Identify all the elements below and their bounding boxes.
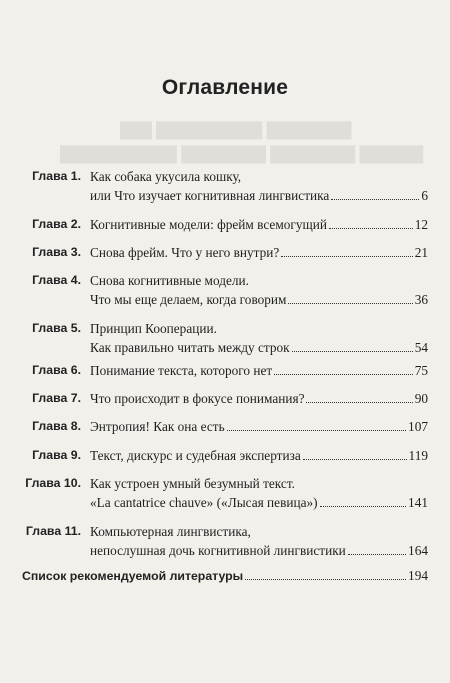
chapter-title-line (90, 167, 428, 186)
chapter-number: Глава 2. (32, 217, 81, 231)
page-number: 90 (414, 391, 428, 406)
bibliography-page: 194 (408, 568, 428, 583)
dot-leader (292, 351, 413, 352)
dot-leader (348, 554, 406, 555)
dot-leader (274, 374, 413, 375)
chapter-title (90, 243, 428, 262)
chapter-title (90, 446, 428, 465)
chapter-title (90, 522, 428, 560)
dot-leader (227, 430, 406, 431)
chapter-title (90, 271, 428, 309)
page-number: 107 (408, 419, 428, 434)
chapter-number: Глава 11. (25, 524, 81, 538)
chapter-number: Глава 5. (32, 321, 81, 335)
dot-leader (306, 402, 412, 403)
chapter-title-text: Как устроен умный безумный текст. (90, 476, 295, 491)
chapter-number: Глава 1. (32, 169, 81, 183)
chapter-title (90, 215, 428, 234)
dot-leader (245, 579, 406, 580)
chapter-number: Глава 10. (25, 476, 81, 490)
chapter-title (90, 361, 428, 380)
chapter-title-text: Снова фрейм. Что у него внутри? (90, 245, 280, 260)
chapter-title (90, 319, 428, 357)
page-number: 6 (421, 188, 428, 203)
chapter-title-line (90, 215, 428, 234)
page-number: 54 (414, 340, 428, 355)
chapter-title-line (90, 338, 428, 357)
chapter-title-line (90, 389, 428, 408)
chapter-title-text: Компьютерная лингвистика, (90, 524, 251, 539)
chapter-title-text: Снова когнитивные модели. (90, 273, 249, 288)
chapter-title-line (90, 361, 428, 380)
page-number: 141 (408, 495, 428, 510)
chapter-number: Глава 8. (32, 419, 81, 433)
chapter-title-text: Что мы еще делаем, когда говорим (90, 292, 287, 307)
chapter-title (90, 389, 428, 408)
chapter-number: Глава 9. (32, 448, 81, 462)
chapter-title-line (90, 474, 428, 493)
chapter-title-text: Текст, дискурс и судебная экспертиза (90, 448, 301, 463)
dot-leader (329, 228, 413, 229)
chapter-number: Глава 6. (32, 363, 81, 377)
dot-leader (281, 256, 412, 257)
page-number: 36 (414, 292, 428, 307)
chapter-title-text: Как собака укусила кошку, (90, 169, 242, 184)
chapter-title-line (90, 271, 428, 290)
chapter-title (90, 417, 428, 436)
chapter-number: Глава 4. (32, 273, 81, 287)
chapter-number: Глава 7. (32, 391, 81, 405)
chapter-title-line (90, 417, 428, 436)
chapter-title-text: «La cantatrice chauve» («Лысая певица») (90, 495, 318, 510)
page-number: 75 (414, 363, 428, 378)
chapter-title-line (90, 493, 428, 512)
chapter-title-text: Принцип Кооперации. (90, 321, 217, 336)
chapter-title-line (90, 243, 428, 262)
bibliography-entry[interactable] (22, 566, 428, 585)
chapter-title (90, 474, 428, 512)
bleed-through-text: ██████ ████████ ████████ ███████████ (60, 146, 424, 163)
page-number: 21 (414, 245, 428, 260)
chapter-title-line (90, 290, 428, 309)
chapter-title-text: Энтропия! Как она есть (90, 419, 225, 434)
chapter-title-line (90, 186, 428, 205)
page-title: Оглавление (161, 76, 289, 99)
dot-leader (288, 303, 412, 304)
dot-leader (320, 506, 406, 507)
chapter-number: Глава 3. (32, 245, 81, 259)
chapter-title (90, 167, 428, 205)
chapter-title-line (90, 319, 428, 338)
chapter-title-line (90, 541, 428, 560)
dot-leader (331, 199, 419, 200)
chapter-title-text: непослушная дочь когнитивной лингвистики (90, 543, 346, 558)
page-number: 12 (414, 217, 428, 232)
chapter-title-text: Когнитивные модели: фрейм всемогущий (90, 217, 327, 232)
chapter-title-line (90, 446, 428, 465)
chapter-title-text: Что происходит в фокусе понимания? (90, 391, 305, 406)
page-number: 164 (408, 543, 428, 558)
page-number: 119 (408, 448, 428, 463)
chapter-title-line (90, 522, 428, 541)
bleed-through-text: ████████ ██████████ ███ (120, 122, 352, 139)
dot-leader (303, 459, 407, 460)
chapter-title-text: Как правильно читать между строк (90, 340, 290, 355)
chapter-title-text: или Что изучает когнитивная лингвистика (90, 188, 330, 203)
bibliography-label: Список рекомендуемой литературы (22, 569, 244, 583)
chapter-title-text: Понимание текста, которого нет (90, 363, 273, 378)
